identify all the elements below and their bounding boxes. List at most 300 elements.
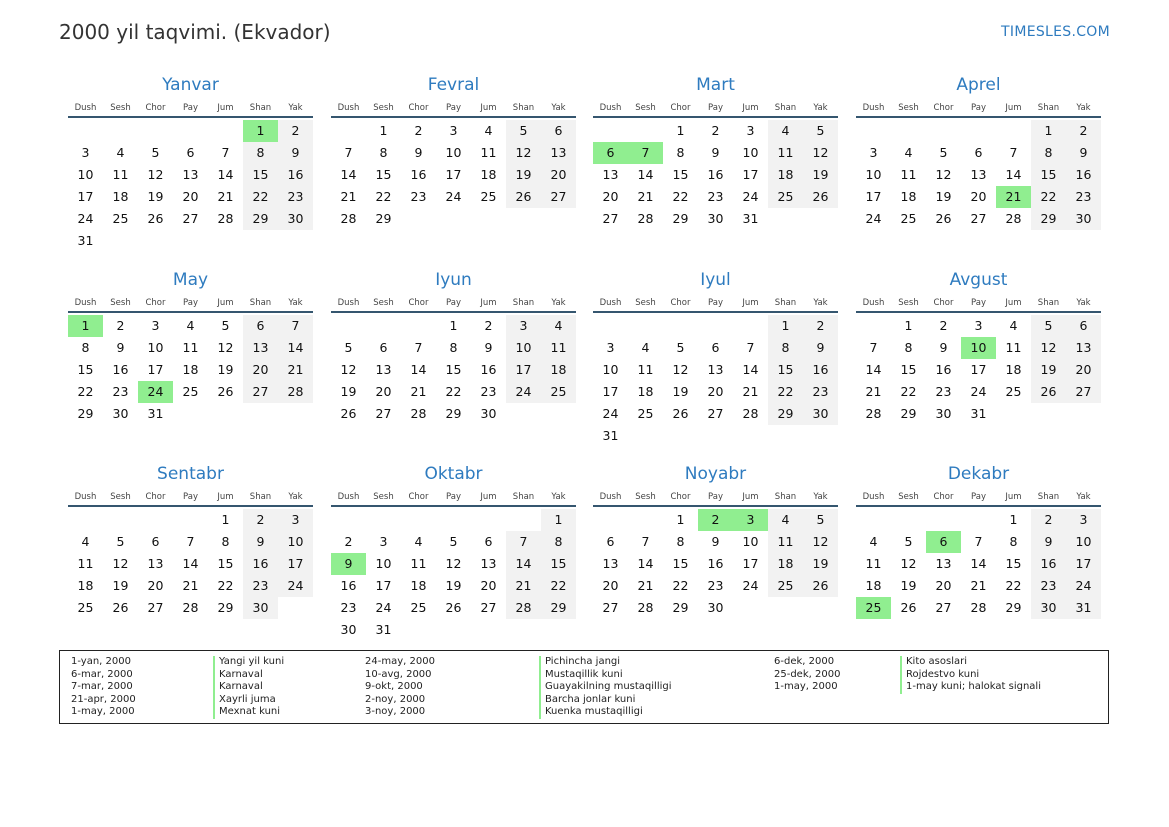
weekday-label: Jum [217, 298, 234, 308]
empty-cell [733, 315, 768, 337]
day-cell: 3 [506, 315, 541, 337]
day-cell: 6 [484, 534, 493, 549]
weekday-label: Yak [551, 492, 566, 502]
weekday-label: Chor [145, 492, 166, 502]
day-grid [68, 509, 313, 619]
weekday-label: Pay [971, 298, 986, 308]
holiday-day-cell: 7 [628, 142, 663, 164]
day-cell: 14 [742, 362, 759, 377]
day-cell: 2 [278, 120, 313, 142]
day-cell: 21 [278, 359, 313, 381]
day-cell: 25 [182, 384, 199, 399]
weekday-label: Yak [1076, 103, 1091, 113]
day-grid [331, 315, 576, 425]
weekday-header [593, 491, 838, 507]
weekday-label: Sesh [898, 298, 919, 308]
legend-holiday-name: Karnaval [213, 681, 284, 694]
weekday-label: Dush [74, 298, 97, 308]
month-sentabr [68, 463, 313, 619]
weekday-label: Pay [971, 492, 986, 502]
day-cell: 7 [414, 340, 423, 355]
empty-cell [628, 509, 663, 531]
day-cell: 12 [217, 340, 234, 355]
weekday-label: Shan [1037, 103, 1060, 113]
day-cell: 22 [541, 575, 576, 597]
legend-date: 10-avg, 2000 [365, 668, 432, 680]
day-cell: 19 [935, 189, 952, 204]
day-grid [68, 315, 313, 425]
day-cell: 27 [602, 600, 619, 615]
day-cell: 16 [803, 359, 838, 381]
holiday-day-cell: 6 [593, 142, 628, 164]
day-cell: 7 [746, 340, 755, 355]
day-cell: 5 [344, 340, 353, 355]
weekday-label: Dush [74, 492, 97, 502]
day-cell: 20 [480, 578, 497, 593]
day-cell: 23 [707, 578, 724, 593]
day-cell: 16 [935, 362, 952, 377]
weekday-label: Pay [708, 298, 723, 308]
weekday-header [331, 102, 576, 118]
day-cell: 16 [278, 164, 313, 186]
weekday-label: Sesh [898, 492, 919, 502]
day-cell: 16 [410, 167, 427, 182]
empty-cell [331, 509, 366, 531]
day-cell: 7 [221, 145, 230, 160]
empty-cell [103, 509, 138, 531]
empty-cell [401, 315, 436, 337]
day-cell: 13 [602, 167, 619, 182]
day-cell: 22 [900, 384, 917, 399]
day-cell: 19 [672, 384, 689, 399]
day-cell: 9 [414, 145, 423, 160]
day-cell: 10 [742, 145, 759, 160]
legend-date: 9-okt, 2000 [365, 681, 423, 693]
day-cell: 10 [865, 167, 882, 182]
empty-cell [628, 315, 663, 337]
day-cell: 8 [676, 534, 685, 549]
month-name: Yanvar [162, 75, 219, 95]
day-cell: 8 [243, 142, 278, 164]
day-cell: 15 [217, 556, 234, 571]
day-cell: 29 [445, 406, 462, 421]
day-cell: 13 [1066, 337, 1101, 359]
day-cell: 24 [506, 381, 541, 403]
day-cell: 9 [803, 337, 838, 359]
weekday-header [856, 491, 1101, 507]
weekday-label: Dush [599, 492, 622, 502]
day-cell: 19 [900, 578, 917, 593]
day-cell: 16 [243, 553, 278, 575]
day-cell: 8 [81, 340, 90, 355]
day-cell: 20 [970, 189, 987, 204]
weekday-label: Pay [446, 492, 461, 502]
month-yanvar [68, 74, 313, 252]
day-cell: 12 [900, 556, 917, 571]
weekday-label: Jum [742, 298, 759, 308]
day-cell: 4 [869, 534, 878, 549]
day-cell: 1 [768, 315, 803, 337]
weekday-label: Shan [512, 492, 535, 502]
day-cell: 3 [278, 509, 313, 531]
day-cell: 4 [768, 509, 803, 531]
empty-cell [891, 120, 926, 142]
weekday-header [593, 102, 838, 118]
weekday-label: Dush [862, 298, 885, 308]
month-name: Dekabr [947, 464, 1010, 484]
day-cell: 23 [112, 384, 129, 399]
day-cell: 27 [1066, 381, 1101, 403]
day-cell: 20 [375, 384, 392, 399]
day-cell: 24 [1066, 575, 1101, 597]
weekday-label: Pay [971, 103, 986, 113]
day-cell: 30 [1031, 597, 1066, 619]
legend-date: 25-dek, 2000 [774, 668, 841, 680]
day-cell: 4 [904, 145, 913, 160]
day-cell: 30 [340, 622, 357, 637]
day-cell: 18 [768, 164, 803, 186]
day-cell: 22 [672, 189, 689, 204]
day-cell: 5 [221, 318, 230, 333]
day-cell: 26 [1031, 381, 1066, 403]
empty-cell [996, 120, 1031, 142]
holiday-day-cell: 1 [243, 120, 278, 142]
legend-holiday-name: Kito asoslari [900, 656, 1041, 669]
legend-date: 1-may, 2000 [71, 706, 135, 718]
day-cell: 13 [182, 167, 199, 182]
day-cell: 16 [480, 362, 497, 377]
day-cell: 11 [77, 556, 94, 571]
day-cell: 11 [900, 167, 917, 182]
weekday-label: Shan [774, 492, 797, 502]
day-cell: 25 [768, 575, 803, 597]
day-cell: 27 [602, 211, 619, 226]
day-cell: 9 [116, 340, 125, 355]
day-cell: 8 [768, 337, 803, 359]
day-cell: 21 [865, 384, 882, 399]
day-cell: 19 [1031, 359, 1066, 381]
holiday-day-cell: 6 [926, 531, 961, 553]
day-cell: 15 [672, 167, 689, 182]
day-cell: 26 [217, 384, 234, 399]
day-cell: 29 [672, 211, 689, 226]
day-cell: 10 [506, 337, 541, 359]
weekday-header [68, 102, 313, 118]
day-cell: 15 [375, 167, 392, 182]
legend-date: 1-yan, 2000 [71, 656, 131, 667]
day-cell: 25 [541, 381, 576, 403]
day-cell: 25 [480, 189, 497, 204]
weekday-label: Yak [813, 298, 828, 308]
day-cell: 12 [803, 142, 838, 164]
empty-cell [331, 315, 366, 337]
day-cell: 22 [1031, 186, 1066, 208]
day-cell: 25 [1005, 384, 1022, 399]
day-cell: 8 [221, 534, 230, 549]
day-cell: 17 [742, 556, 759, 571]
day-cell: 15 [1005, 556, 1022, 571]
day-cell: 29 [672, 600, 689, 615]
empty-cell [471, 509, 506, 531]
month-name: Mart [696, 75, 735, 95]
day-cell: 13 [602, 556, 619, 571]
day-cell: 10 [147, 340, 164, 355]
day-cell: 18 [541, 359, 576, 381]
weekday-label: Sesh [635, 492, 656, 502]
day-grid [331, 120, 576, 230]
weekday-label: Sesh [635, 103, 656, 113]
day-cell: 7 [974, 534, 983, 549]
day-cell: 15 [77, 362, 94, 377]
empty-cell [138, 120, 173, 142]
weekday-header [331, 491, 576, 507]
day-cell: 1 [541, 509, 576, 531]
brand-link[interactable]: TIMESLES.COM [1001, 24, 1110, 40]
day-cell: 23 [803, 381, 838, 403]
day-cell: 13 [935, 556, 952, 571]
day-cell: 27 [480, 600, 497, 615]
weekday-label: Shan [512, 298, 535, 308]
day-cell: 26 [445, 600, 462, 615]
day-cell: 25 [112, 211, 129, 226]
day-cell: 4 [1009, 318, 1018, 333]
day-cell: 25 [410, 600, 427, 615]
day-cell: 16 [340, 578, 357, 593]
day-cell: 7 [1009, 145, 1018, 160]
month-name: Iyul [700, 270, 731, 290]
holiday-day-cell: 1 [68, 315, 103, 337]
day-cell: 1 [379, 123, 388, 138]
weekday-label: Chor [670, 103, 691, 113]
legend-holiday-name: Rojdestvo kuni [900, 669, 1041, 682]
weekday-label: Pay [183, 103, 198, 113]
day-cell: 21 [637, 189, 654, 204]
empty-cell [593, 509, 628, 531]
empty-cell [138, 509, 173, 531]
day-cell: 15 [541, 553, 576, 575]
day-cell: 12 [147, 167, 164, 182]
day-cell: 29 [900, 406, 917, 421]
weekday-label: Yak [288, 492, 303, 502]
day-cell: 10 [1066, 531, 1101, 553]
day-cell: 30 [707, 211, 724, 226]
empty-cell [331, 120, 366, 142]
day-cell: 6 [243, 315, 278, 337]
day-cell: 15 [672, 556, 689, 571]
day-cell: 9 [939, 340, 948, 355]
day-cell: 26 [672, 406, 689, 421]
legend-holiday-name: Mustaqillik kuni [539, 669, 672, 682]
weekday-label: Pay [708, 103, 723, 113]
empty-cell [926, 120, 961, 142]
day-cell: 28 [742, 406, 759, 421]
holiday-day-cell: 24 [138, 381, 173, 403]
day-cell: 18 [637, 384, 654, 399]
day-cell: 1 [1009, 512, 1018, 527]
legend-holiday-name: Guayakilning mustaqilligi [539, 681, 672, 694]
day-cell: 27 [182, 211, 199, 226]
weekday-label: Jum [480, 492, 497, 502]
day-cell: 4 [116, 145, 125, 160]
month-mart [593, 74, 838, 230]
day-cell: 14 [637, 556, 654, 571]
empty-cell [103, 120, 138, 142]
day-cell: 1 [904, 318, 913, 333]
day-cell: 8 [379, 145, 388, 160]
day-cell: 17 [77, 189, 94, 204]
day-cell: 28 [217, 211, 234, 226]
month-iyul [593, 269, 838, 447]
day-cell: 1 [1031, 120, 1066, 142]
day-cell: 17 [1066, 553, 1101, 575]
weekday-label: Chor [933, 492, 954, 502]
day-cell: 23 [1066, 186, 1101, 208]
legend-date: 1-may, 2000 [774, 681, 838, 693]
day-cell: 29 [1005, 600, 1022, 615]
legend-holiday-name: Xayrli juma [213, 694, 284, 707]
month-name: Fevral [427, 75, 480, 95]
day-cell: 14 [970, 556, 987, 571]
day-cell: 27 [375, 406, 392, 421]
day-cell: 27 [935, 600, 952, 615]
day-cell: 15 [1031, 164, 1066, 186]
day-cell: 17 [970, 362, 987, 377]
legend-date: 6-dek, 2000 [774, 656, 835, 667]
day-cell: 5 [1031, 315, 1066, 337]
day-cell: 24 [602, 406, 619, 421]
day-cell: 24 [375, 600, 392, 615]
day-cell: 24 [77, 211, 94, 226]
day-cell: 11 [541, 337, 576, 359]
day-cell: 26 [340, 406, 357, 421]
day-cell: 3 [606, 340, 615, 355]
empty-cell [593, 315, 628, 337]
day-cell: 2 [116, 318, 125, 333]
weekday-label: Pay [446, 103, 461, 113]
weekday-label: Jum [1005, 103, 1022, 113]
weekday-label: Pay [708, 492, 723, 502]
day-cell: 17 [506, 359, 541, 381]
weekday-header [856, 297, 1101, 313]
weekday-label: Shan [774, 298, 797, 308]
empty-cell [401, 509, 436, 531]
empty-cell [436, 509, 471, 531]
day-cell: 22 [77, 384, 94, 399]
legend-date: 3-noy, 2000 [365, 706, 426, 718]
day-grid [593, 509, 838, 619]
weekday-label: Pay [446, 298, 461, 308]
day-cell: 20 [602, 578, 619, 593]
day-cell: 10 [77, 167, 94, 182]
day-cell: 28 [340, 211, 357, 226]
day-cell: 17 [278, 553, 313, 575]
day-cell: 18 [480, 167, 497, 182]
day-cell: 31 [970, 406, 987, 421]
day-cell: 21 [217, 189, 234, 204]
day-cell: 7 [869, 340, 878, 355]
weekday-label: Dush [337, 103, 360, 113]
weekday-label: Chor [408, 298, 429, 308]
legend-date: 7-mar, 2000 [71, 681, 133, 693]
empty-cell [173, 509, 208, 531]
day-cell: 30 [278, 208, 313, 230]
day-cell: 12 [1031, 337, 1066, 359]
day-grid [331, 509, 576, 641]
day-cell: 21 [970, 578, 987, 593]
day-cell: 22 [243, 186, 278, 208]
month-noyabr [593, 463, 838, 619]
day-cell: 22 [375, 189, 392, 204]
legend-holiday-name: Mexnat kuni [213, 706, 284, 719]
empty-cell [173, 120, 208, 142]
day-cell: 16 [707, 167, 724, 182]
weekday-label: Jum [742, 103, 759, 113]
day-cell: 24 [742, 578, 759, 593]
empty-cell [593, 120, 628, 142]
weekday-label: Dush [337, 298, 360, 308]
day-cell: 25 [768, 186, 803, 208]
weekday-label: Dush [74, 103, 97, 113]
empty-cell [961, 120, 996, 142]
day-cell: 31 [77, 233, 94, 248]
day-cell: 30 [112, 406, 129, 421]
weekday-label: Yak [551, 298, 566, 308]
day-cell: 27 [970, 211, 987, 226]
day-grid [856, 120, 1101, 230]
day-cell: 12 [445, 556, 462, 571]
day-cell: 27 [147, 600, 164, 615]
day-cell: 20 [935, 578, 952, 593]
day-cell: 13 [375, 362, 392, 377]
holiday-legend [59, 650, 1109, 724]
day-cell: 18 [77, 578, 94, 593]
day-cell: 4 [768, 120, 803, 142]
day-cell: 19 [147, 189, 164, 204]
day-cell: 17 [602, 384, 619, 399]
day-grid [856, 315, 1101, 425]
weekday-label: Yak [813, 492, 828, 502]
day-cell: 8 [449, 340, 458, 355]
weekday-header [856, 102, 1101, 118]
weekday-label: Sesh [110, 492, 131, 502]
legend-col3-names [900, 656, 1041, 694]
day-cell: 3 [379, 534, 388, 549]
day-cell: 5 [904, 534, 913, 549]
weekday-label: Yak [288, 103, 303, 113]
day-cell: 9 [1066, 142, 1101, 164]
day-cell: 18 [410, 578, 427, 593]
day-cell: 8 [1009, 534, 1018, 549]
weekday-label: Shan [1037, 298, 1060, 308]
day-cell: 24 [445, 189, 462, 204]
weekday-label: Sesh [373, 492, 394, 502]
day-cell: 23 [340, 600, 357, 615]
day-cell: 19 [112, 578, 129, 593]
day-cell: 30 [1066, 208, 1101, 230]
day-cell: 21 [637, 578, 654, 593]
day-cell: 24 [865, 211, 882, 226]
day-cell: 12 [803, 531, 838, 553]
legend-holiday-name: Karnaval [213, 669, 284, 682]
day-cell: 14 [506, 553, 541, 575]
day-cell: 28 [410, 406, 427, 421]
day-cell: 23 [243, 575, 278, 597]
day-cell: 30 [243, 597, 278, 619]
day-cell: 26 [112, 600, 129, 615]
day-cell: 11 [182, 340, 199, 355]
day-cell: 20 [602, 189, 619, 204]
day-cell: 10 [445, 145, 462, 160]
